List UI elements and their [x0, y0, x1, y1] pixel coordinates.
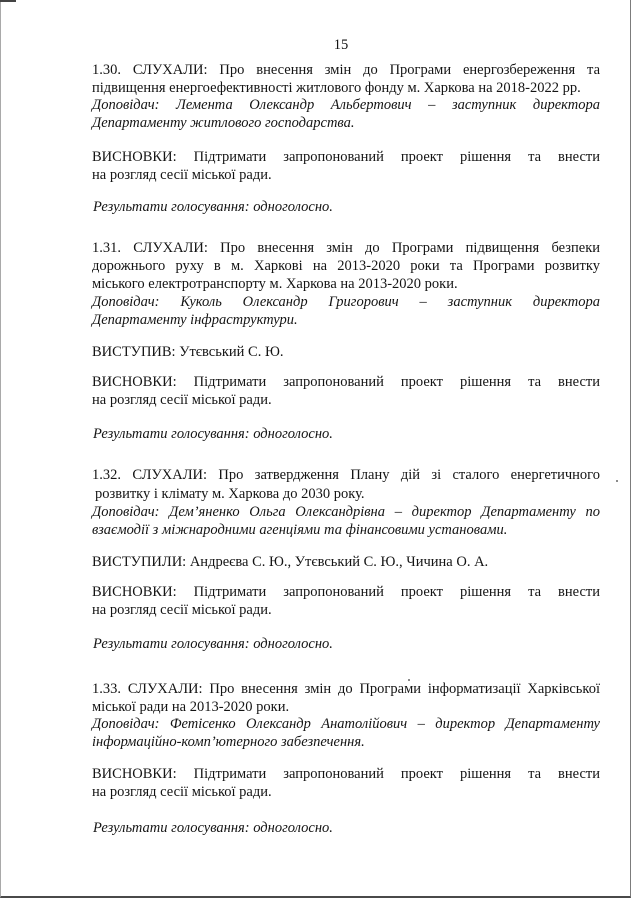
heard-line: 1.32. СЛУХАЛИ: Про затвердження Плану дій зі сталого енергетичного [92, 467, 600, 483]
speaker-line: Доповідач: Лемента Олександр Альбертович – заступник директора [92, 97, 600, 113]
speaker-line: взаємодії з міжнародними агенціями та фінансовими установами. [92, 522, 508, 538]
spoke-line: ВИСТУПИВ: Утєвський С. Ю. [92, 344, 284, 360]
speaker-line: Доповідач: Фетісенко Олександр Анатолійович – директор Департаменту [92, 716, 600, 732]
conclusion-line: на розгляд сесії міської ради. [92, 167, 272, 183]
conclusion-line: ВИСНОВКИ: Підтримати запропонований проект рішення та внести [92, 584, 600, 600]
heard-line: міської ради на 2013-2020 роки. [92, 699, 290, 715]
speaker-line: Доповідач: Куколь Олександр Григорович – заступник директора [92, 294, 600, 310]
scan-speck [616, 480, 618, 482]
vote-result: Результати голосування: одноголосно. [93, 199, 333, 215]
heard-line: 1.33. СЛУХАЛИ: Про внесення змін до Програми інформатизації Харківської [92, 681, 600, 697]
conclusion-line: на розгляд сесії міської ради. [92, 602, 272, 618]
conclusion-line: на розгляд сесії міської ради. [92, 392, 272, 408]
speaker-line: інформаційно-комп’ютерного забезпечення. [92, 734, 365, 750]
vote-result: Результати голосування: одноголосно. [93, 636, 333, 652]
conclusion-line: ВИСНОВКИ: Підтримати запропонований проект рішення та внести [92, 149, 600, 165]
vote-result: Результати голосування: одноголосно. [93, 426, 333, 442]
heard-line: 1.31. СЛУХАЛИ: Про внесення змін до Програми підвищення безпеки [92, 240, 600, 256]
vote-result: Результати голосування: одноголосно. [93, 820, 333, 836]
speaker-line: Департаменту інфраструктури. [92, 312, 298, 328]
scan-corner-mark [0, 0, 16, 2]
conclusion-line: на розгляд сесії міської ради. [92, 784, 272, 800]
speaker-line: Доповідач: Дем’яненко Ольга Олександрівна – директор Департаменту по [92, 504, 600, 520]
spoke-line: ВИСТУПИЛИ: Андреєва С. Ю., Утєвський С. Ю., Чичина О. А. [92, 554, 489, 570]
page-number: 15 [333, 37, 349, 53]
conclusion-line: ВИСНОВКИ: Підтримати запропонований проект рішення та внести [92, 766, 600, 782]
conclusion-line: ВИСНОВКИ: Підтримати запропонований проект рішення та внести [92, 374, 600, 390]
heard-line: розвитку і клімату м. Харкова до 2030 року. [95, 486, 365, 502]
heard-line: міського електротранспорту м. Харкова на 2013-2020 роки. [92, 276, 458, 292]
heard-line: дорожнього руху в м. Харкові на 2013-2020 роки та Програми розвитку [92, 258, 600, 274]
heard-line: підвищення енергоефективності житлового фонду м. Харкова на 2018-2022 рр. [92, 80, 581, 96]
heard-line: 1.30. СЛУХАЛИ: Про внесення змін до Програми енергозбереження та [92, 62, 600, 78]
speaker-line: Департаменту житлового господарства. [92, 115, 355, 131]
